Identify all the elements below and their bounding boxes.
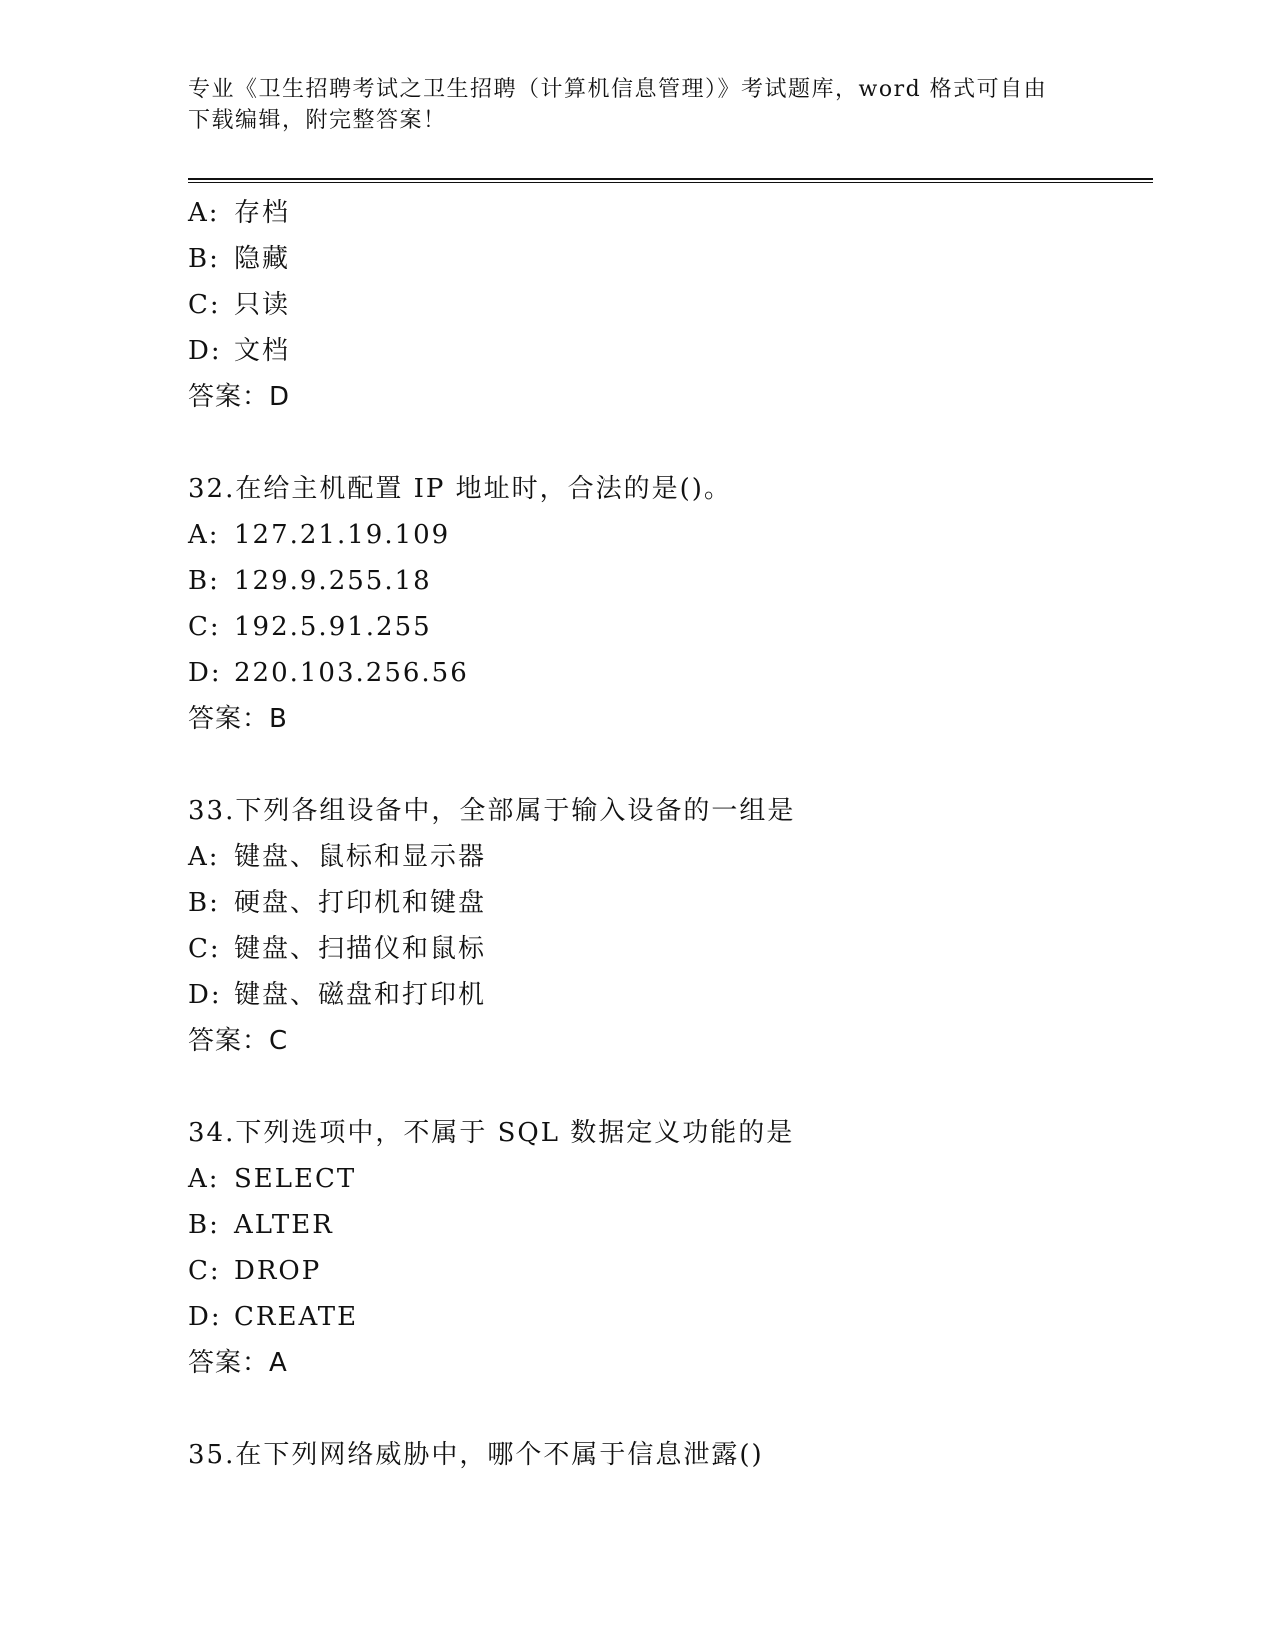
option-text: 文档 (234, 336, 291, 366)
option-text: 192.5.91.255 (234, 612, 432, 642)
question-block (188, 1110, 1153, 1386)
option-letter: D: (188, 980, 222, 1010)
option-text: 129.9.255.18 (234, 566, 432, 596)
header-divider (188, 178, 1153, 183)
option-d (188, 1294, 1153, 1340)
option-b (188, 236, 1153, 282)
option-text: DROP (234, 1256, 322, 1286)
question-text: 32.在给主机配置 IP 地址时，合法的是()。 (188, 474, 732, 504)
option-text: 220.103.256.56 (234, 658, 469, 688)
answer-line: 答案：D (188, 382, 291, 412)
option-d (188, 650, 1153, 696)
option-letter: C: (188, 612, 221, 642)
option-letter: C: (188, 934, 221, 964)
option-letter: D: (188, 336, 222, 366)
question-text: 33.下列各组设备中，全部属于输入设备的一组是 (188, 796, 796, 826)
document-header: 专业《卫生招聘考试之卫生招聘（计算机信息管理）》考试题库，word 格式可自由下载编辑，附完整答案！ (188, 77, 1048, 133)
option-b (188, 1202, 1153, 1248)
option-letter: A: (188, 198, 220, 228)
option-c (188, 282, 1153, 328)
option-text: SELECT (234, 1164, 357, 1194)
option-a (188, 190, 1153, 236)
option-c (188, 604, 1153, 650)
option-text: 键盘、扫描仪和鼠标 (234, 934, 487, 964)
question-block (188, 788, 1153, 1064)
option-text: CREATE (234, 1302, 359, 1332)
question-block (188, 466, 1153, 742)
option-letter: B: (188, 566, 220, 596)
question-text: 35.在下列网络威胁中，哪个不属于信息泄露() (188, 1440, 764, 1470)
option-text: 127.21.19.109 (234, 520, 451, 550)
option-letter: D: (188, 1302, 222, 1332)
question-block (188, 190, 1153, 420)
spacer (188, 1386, 1153, 1432)
option-a (188, 512, 1153, 558)
option-letter: C: (188, 290, 221, 320)
option-d (188, 972, 1153, 1018)
option-text: 键盘、鼠标和显示器 (234, 842, 487, 872)
answer-line: 答案：A (188, 1348, 288, 1378)
option-b (188, 880, 1153, 926)
spacer (188, 420, 1153, 466)
question-list (188, 190, 1153, 1478)
answer-line: 答案：B (188, 704, 288, 734)
option-text: 只读 (234, 290, 291, 320)
option-c (188, 926, 1153, 972)
option-text: 存档 (234, 198, 291, 228)
question-block (188, 1432, 1153, 1478)
option-letter: A: (188, 1164, 220, 1194)
option-letter: A: (188, 842, 220, 872)
option-text: 隐藏 (234, 244, 291, 274)
question-text: 34.下列选项中，不属于 SQL 数据定义功能的是 (188, 1118, 795, 1148)
option-text: ALTER (234, 1210, 334, 1240)
answer-line: 答案：C (188, 1026, 289, 1056)
option-text: 键盘、磁盘和打印机 (234, 980, 487, 1010)
option-d (188, 328, 1153, 374)
option-text: 硬盘、打印机和键盘 (234, 888, 487, 918)
option-letter: B: (188, 888, 220, 918)
option-a (188, 1156, 1153, 1202)
spacer (188, 1064, 1153, 1110)
option-b (188, 558, 1153, 604)
option-c (188, 1248, 1153, 1294)
option-a (188, 834, 1153, 880)
option-letter: D: (188, 658, 222, 688)
option-letter: C: (188, 1256, 221, 1286)
option-letter: A: (188, 520, 220, 550)
option-letter: B: (188, 244, 220, 274)
option-letter: B: (188, 1210, 220, 1240)
spacer (188, 742, 1153, 788)
